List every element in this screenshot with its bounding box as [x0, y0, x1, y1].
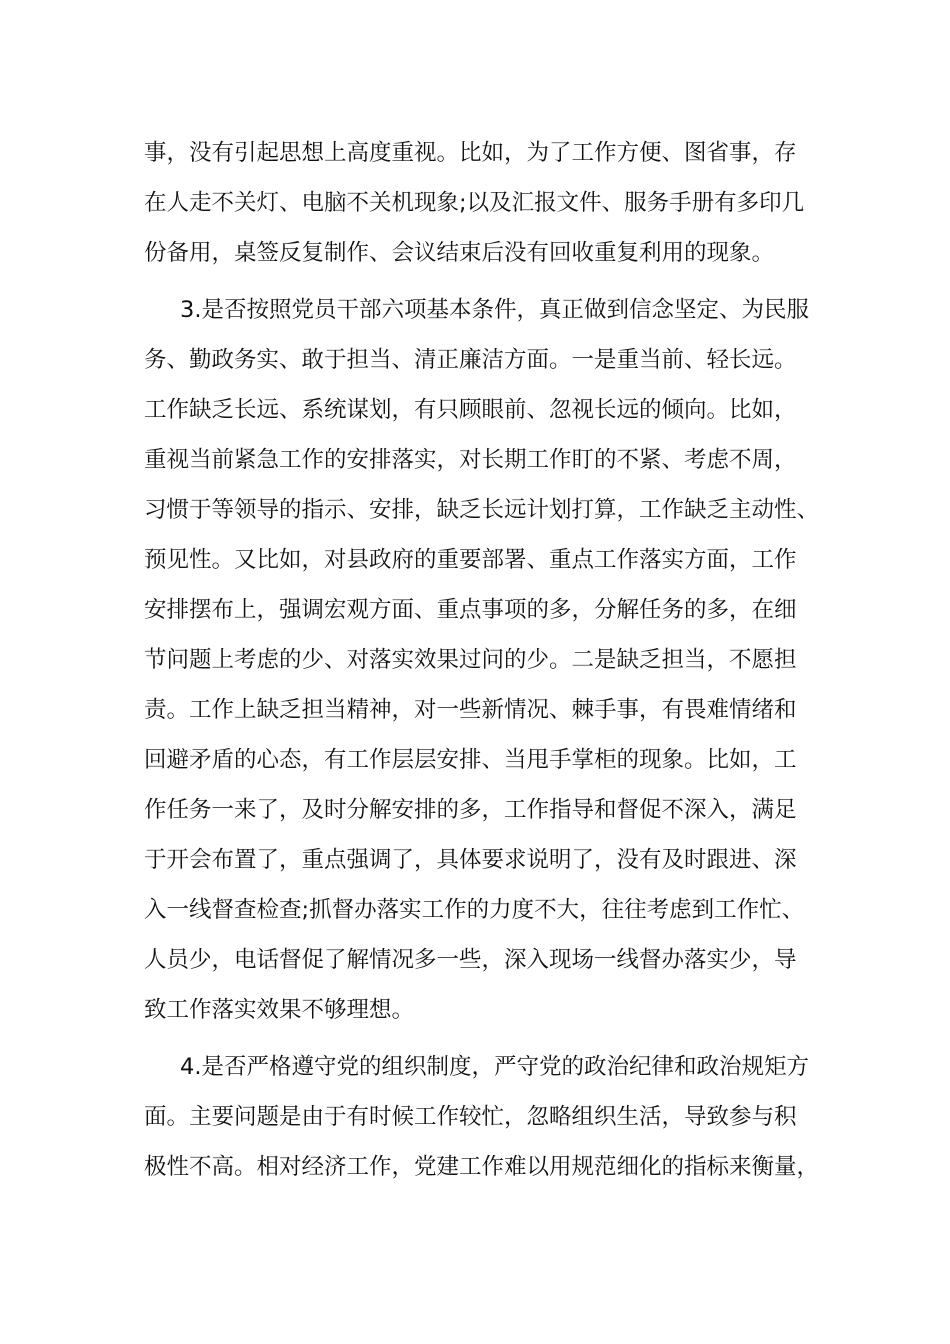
- text-line: 4.是否严格遵守党的组织制度，严守党的政治纪律和政治规矩方: [180, 1054, 809, 1080]
- text-line: 安排摆布上，强调宏观方面、重点事项的多，分解任务的多，在细: [144, 597, 797, 623]
- paragraph-gap: [144, 1035, 824, 1042]
- text-line: 3.是否按照党员干部六项基本条件，真正做到信念坚定、为民服: [180, 297, 809, 323]
- text-line: 节问题上考虑的少、对落实效果过问的少。二是缺乏担当，不愿担: [144, 647, 797, 673]
- text-line: 入一线督查检查;抓督办落实工作的力度不大，往往考虑到工作忙、: [144, 897, 805, 923]
- text-line: 预见性。又比如，对县政府的重要部署、重点工作落实方面，工作: [144, 547, 797, 573]
- text-line: 责。工作上缺乏担当精神，对一些新情况、棘手事，有畏难情绪和: [144, 697, 797, 723]
- text-line: 务、勤政务实、敢于担当、清正廉洁方面。一是重当前、轻长远。: [144, 347, 797, 373]
- text-line: 重视当前紧急工作的安排落实，对长期工作盯的不紧、考虑不周，: [144, 447, 797, 473]
- text-line: 在人走不关灯、电脑不关机现象;以及汇报文件、服务手册有多印几: [144, 190, 805, 216]
- text-line: 面。主要问题是由于有时候工作较忙，忽略组织生活，导致参与积: [144, 1104, 797, 1130]
- text-line: 工作缺乏长远、系统谋划，有只顾眼前、忽视长远的倾向。比如，: [144, 397, 797, 423]
- document-body: [144, 128, 824, 1192]
- text-line: 极性不高。相对经济工作，党建工作难以用规范细化的指标来衡量，: [144, 1154, 820, 1180]
- paragraph-3: [144, 1042, 824, 1192]
- paragraph-gap: [144, 278, 824, 285]
- text-line: 习惯于等领导的指示、安排，缺乏长远计划打算，工作缺乏主动性、: [144, 497, 820, 523]
- text-line: 于开会布置了，重点强调了，具体要求说明了，没有及时跟进、深: [144, 847, 797, 873]
- text-line: 作任务一来了，及时分解安排的多，工作指导和督促不深入，满足: [144, 797, 797, 823]
- text-line: 份备用，桌签反复制作、会议结束后没有回收重复利用的现象。: [144, 240, 775, 266]
- text-line: 事，没有引起思想上高度重视。比如，为了工作方便、图省事，存: [144, 140, 797, 166]
- text-line: 回避矛盾的心态，有工作层层安排、当甩手掌柜的现象。比如，工: [144, 747, 797, 773]
- text-line: 人员少，电话督促了解情况多一些，深入现场一线督办落实少，导: [144, 947, 797, 973]
- paragraph-1: [144, 128, 824, 278]
- paragraph-2: [144, 285, 824, 1035]
- text-line: 致工作落实效果不够理想。: [144, 997, 415, 1023]
